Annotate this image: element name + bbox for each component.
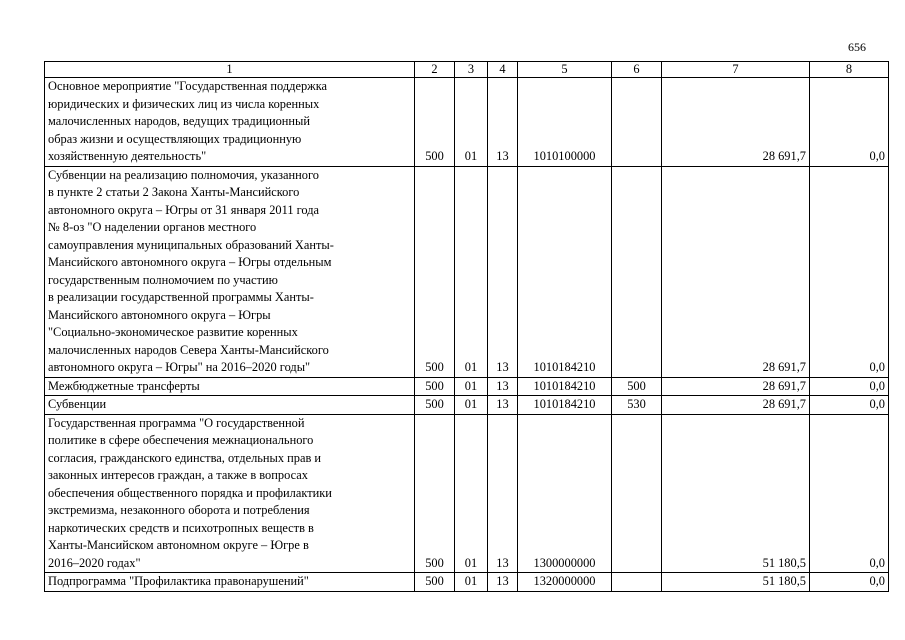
row-code-5: 1300000000 xyxy=(518,414,612,573)
row-code-3: 01 xyxy=(455,78,488,167)
row-code-2: 500 xyxy=(415,573,455,592)
table-row xyxy=(45,573,889,592)
row-amount-8: 0,0 xyxy=(810,377,889,396)
table-row xyxy=(45,166,889,377)
row-code-5: 1320000000 xyxy=(518,573,612,592)
column-header: 3 xyxy=(455,62,488,78)
budget-table xyxy=(44,61,889,592)
table-header-row xyxy=(45,62,889,78)
row-amount-8: 0,0 xyxy=(810,573,889,592)
row-code-2: 500 xyxy=(415,166,455,377)
row-amount: 28 691,7 xyxy=(662,377,810,396)
row-code-4: 13 xyxy=(488,573,518,592)
table-row xyxy=(45,377,889,396)
row-amount-8: 0,0 xyxy=(810,396,889,415)
row-code-2: 500 xyxy=(415,78,455,167)
column-header: 4 xyxy=(488,62,518,78)
row-code-2: 500 xyxy=(415,377,455,396)
row-code-4: 13 xyxy=(488,166,518,377)
row-amount-8: 0,0 xyxy=(810,166,889,377)
row-name: Подпрограмма "Профилактика правонарушений" xyxy=(45,573,415,592)
row-code-3: 01 xyxy=(455,377,488,396)
table-row xyxy=(45,414,889,573)
row-amount: 28 691,7 xyxy=(662,166,810,377)
row-code-6 xyxy=(612,78,662,167)
row-name: Субвенции xyxy=(45,396,415,415)
column-header: 8 xyxy=(810,62,889,78)
row-amount: 51 180,5 xyxy=(662,573,810,592)
row-code-5: 1010100000 xyxy=(518,78,612,167)
row-amount: 28 691,7 xyxy=(662,78,810,167)
column-header: 1 xyxy=(45,62,415,78)
row-code-4: 13 xyxy=(488,396,518,415)
column-header: 6 xyxy=(612,62,662,78)
row-code-6: 530 xyxy=(612,396,662,415)
row-code-3: 01 xyxy=(455,414,488,573)
row-name: Субвенции на реализацию полномочия, указанного в пункте 2 статьи 2 Закона Ханты-Мансийского автономного округа – Югры от 31 января 2011 года № 8-оз "О наделении органов местного самоуправления муниципальных образований Ханты- Мансийского автономного округа – Югры отдельным государственным полномочием по участию в реализации государственной программы Ханты- Мансийского автономного округа – Югры "Социально-экономическое развитие коренных малочисленных народов Севера Ханты-Мансийского автономного округа – Югры" на 2016–2020 годы" xyxy=(45,166,415,377)
row-amount: 28 691,7 xyxy=(662,396,810,415)
column-header: 7 xyxy=(662,62,810,78)
column-header: 2 xyxy=(415,62,455,78)
row-code-4: 13 xyxy=(488,78,518,167)
row-code-6 xyxy=(612,573,662,592)
row-code-2: 500 xyxy=(415,414,455,573)
row-name: Межбюджетные трансферты xyxy=(45,377,415,396)
row-code-6: 500 xyxy=(612,377,662,396)
table-row xyxy=(45,396,889,415)
row-code-4: 13 xyxy=(488,414,518,573)
row-code-6 xyxy=(612,414,662,573)
row-code-5: 1010184210 xyxy=(518,396,612,415)
row-code-5: 1010184210 xyxy=(518,377,612,396)
row-amount-8: 0,0 xyxy=(810,414,889,573)
row-name: Государственная программа "О государственной политике в сфере обеспечения межнационального согласия, гражданского единства, отдельных прав и законных интересов граждан, а также в вопросах обеспечения общественного порядка и профилактики экстремизма, незаконного оборота и потребления наркотических средств и психотропных веществ в Ханты-Мансийском автономном округе – Югре в 2016–2020 годах" xyxy=(45,414,415,573)
page-number: 656 xyxy=(848,40,866,54)
row-code-3: 01 xyxy=(455,396,488,415)
row-amount: 51 180,5 xyxy=(662,414,810,573)
row-code-2: 500 xyxy=(415,396,455,415)
row-amount-8: 0,0 xyxy=(810,78,889,167)
table-row xyxy=(45,78,889,167)
row-code-5: 1010184210 xyxy=(518,166,612,377)
row-code-6 xyxy=(612,166,662,377)
row-code-3: 01 xyxy=(455,166,488,377)
row-name: Основное мероприятие "Государственная поддержка юридических и физических лиц из числа коренных малочисленных народов, ведущих традиционный образ жизни и осуществляющих традиционную хозяйственную деятельность" xyxy=(45,78,415,167)
row-code-3: 01 xyxy=(455,573,488,592)
column-header: 5 xyxy=(518,62,612,78)
row-code-4: 13 xyxy=(488,377,518,396)
